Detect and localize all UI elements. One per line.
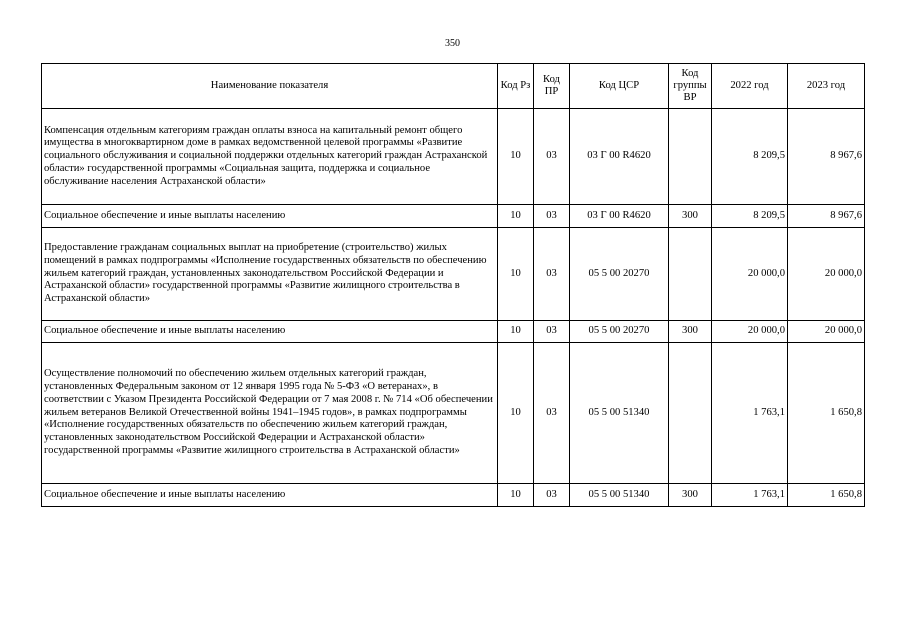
cell-2023: 20 000,0 [788,228,865,321]
table-row [42,484,865,507]
header-2022: 2022 год [712,64,788,109]
header-csr: Код ЦСР [570,64,669,109]
cell-rz: 10 [498,343,534,484]
cell-2022: 20 000,0 [712,228,788,321]
header-pr: Код ПР [534,64,570,109]
cell-csr: 03 Г 00 R4620 [570,109,669,205]
table-row [42,109,865,205]
cell-2023: 20 000,0 [788,321,865,343]
cell-2023: 8 967,6 [788,205,865,228]
cell-rz: 10 [498,484,534,507]
cell-csr: 05 5 00 20270 [570,321,669,343]
cell-name: Социальное обеспечение и иные выплаты населению [42,321,498,343]
cell-rz: 10 [498,109,534,205]
cell-rz: 10 [498,205,534,228]
cell-csr: 05 5 00 51340 [570,484,669,507]
cell-pr: 03 [534,109,570,205]
cell-rz: 10 [498,321,534,343]
cell-name: Социальное обеспечение и иные выплаты населению [42,205,498,228]
cell-name: Социальное обеспечение и иные выплаты населению [42,484,498,507]
cell-rz: 10 [498,228,534,321]
header-name: Наименование показателя [42,64,498,109]
table-row [42,205,865,228]
header-2023: 2023 год [788,64,865,109]
table-row [42,321,865,343]
cell-vr: 300 [669,484,712,507]
cell-name: Компенсация отдельным категориям граждан оплаты взноса на капитальный ремонт общего имущества в многоквартирном доме в рамках ведомственной целевой программы «Развитие социального обслуживания и социальной поддержки отдельных категорий граждан Астраханской области» государственной программы «Социальная защита, поддержка и социальное обслуживание населения Астраханской области» [42,109,498,205]
table-row [42,343,865,484]
cell-name: Осуществление полномочий по обеспечению жильем отдельных категорий граждан, установленных Федеральным законом от 12 января 1995 года № 5-ФЗ «О ветеранах», в соответствии с Указом Президента Российской Федерации от 7 мая 2008 г. № 714 «Об обеспечении жильем ветеранов Великой Отечественной войны 1941–1945 годов», в рамках подпрограммы «Исполнение государственных обязательств по обеспечению жильем категорий граждан, установленных законодательством Российской Федерации и Астраханской области» государственной программы «Развитие жилищного строительства в Астраханской области» [42,343,498,484]
cell-pr: 03 [534,228,570,321]
header-rz: Код Рз [498,64,534,109]
page-number: 350 [445,38,460,49]
cell-vr: 300 [669,205,712,228]
cell-vr [669,343,712,484]
cell-2022: 8 209,5 [712,205,788,228]
cell-csr: 03 Г 00 R4620 [570,205,669,228]
cell-2023: 1 650,8 [788,484,865,507]
cell-pr: 03 [534,343,570,484]
cell-2022: 8 209,5 [712,109,788,205]
cell-csr: 05 5 00 20270 [570,228,669,321]
header-vr: Код группы ВР [669,64,712,109]
cell-2023: 1 650,8 [788,343,865,484]
cell-vr: 300 [669,321,712,343]
cell-csr: 05 5 00 51340 [570,343,669,484]
cell-pr: 03 [534,484,570,507]
cell-2022: 20 000,0 [712,321,788,343]
cell-vr [669,109,712,205]
cell-vr [669,228,712,321]
table-header-row [42,64,865,109]
cell-pr: 03 [534,321,570,343]
table-row [42,228,865,321]
cell-2022: 1 763,1 [712,484,788,507]
cell-pr: 03 [534,205,570,228]
cell-2023: 8 967,6 [788,109,865,205]
cell-2022: 1 763,1 [712,343,788,484]
cell-name: Предоставление гражданам социальных выплат на приобретение (строительство) жилых помещений в рамках подпрограммы «Исполнение государственных обязательств по обеспечению жильем категорий граждан, установленных законодательством Российской Федерации и Астраханской области» государственной программы «Развитие жилищного строительства в Астраханской области» [42,228,498,321]
budget-table [41,63,865,507]
